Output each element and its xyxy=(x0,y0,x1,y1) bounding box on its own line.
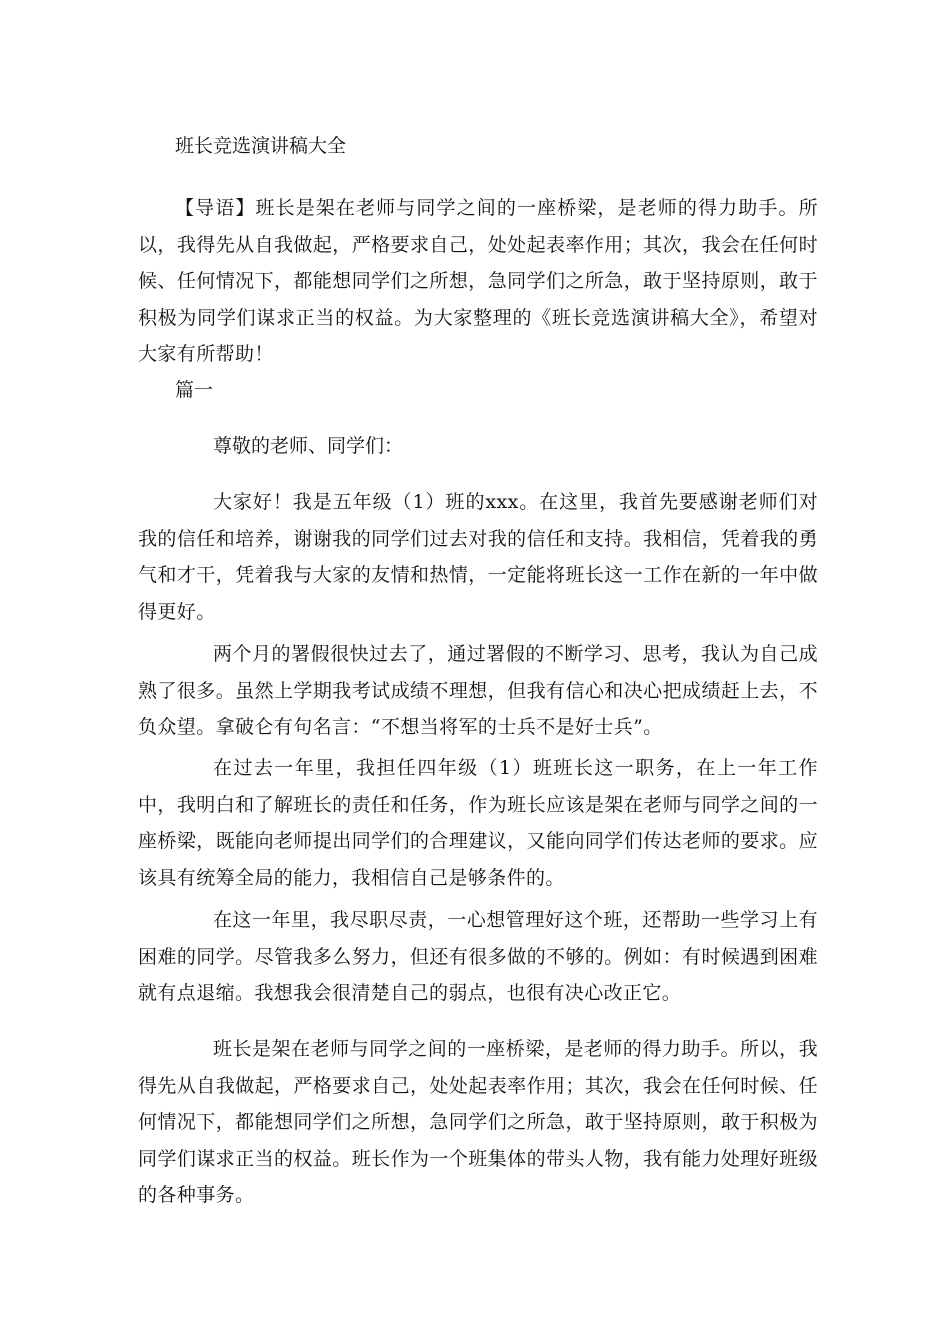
body-paragraph-2: 两个月的署假很快过去了，通过署假的不断学习、思考，我认为自己成熟了很多。虽然上学期我考试成绩不理想，但我有信心和决心把成绩赶上去，不负众望。拿破仑有句名言：“不想当将军的士兵不是好士兵”。 xyxy=(138,643,818,738)
body-paragraph-3: 在过去一年里，我担任四年级（1）班班长这一职务，在上一年工作中，我明白和了解班长的责任和任务，作为班长应该是架在老师与同学之间的一座桥梁，既能向老师提出同学们的合理建议，又能向同学们传达老师的要求。应该具有统筹全局的能力，我相信自己是够条件的。 xyxy=(138,757,818,889)
body-paragraph-4: 在这一年里，我尽职尽责，一心想管理好这个班，还帮助一些学习上有困难的同学。尽管我多么努力，但还有很多做的不够的。例如：有时候遇到困难就有点退缩。我想我会很清楚自己的弱点，也很有决心改正它。 xyxy=(138,909,818,1004)
section-heading: 篇一 xyxy=(175,379,214,401)
document-title: 班长竞选演讲稿大全 xyxy=(175,135,347,157)
greeting-line: 尊敬的老师、同学们： xyxy=(213,435,404,457)
intro-paragraph: 【导语】班长是架在老师与同学之间的一座桥梁，是老师的得力助手。所以，我得先从自我做起，严格要求自己，处处起表率作用；其次，我会在任何时候、任何情况下，都能想同学们之所想，急同学们之所急，敢于坚持原则，敢于积极为同学们谋求正当的权益。为大家整理的《班长竞选演讲稿大全》，希望对大家有所帮助！ xyxy=(138,197,818,365)
body-paragraph-5: 班长是架在老师与同学之间的一座桥梁，是老师的得力助手。所以，我得先从自我做起，严格要求自己，处处起表率作用；其次，我会在任何时候、任何情况下，都能想同学们之所想，急同学们之所急，敢于坚持原则，敢于积极为同学们谋求正当的权益。班长作为一个班集体的带头人物，我有能力处理好班级的各种事务。 xyxy=(138,1038,818,1206)
body-paragraph-1: 大家好！我是五年级（1）班的xxx。在这里，我首先要感谢老师们对我的信任和培养，谢谢我的同学们过去对我的信任和支持。我相信，凭着我的勇气和才干，凭着我与大家的友情和热情，一定能将班长这一工作在新的一年中做得更好。 xyxy=(138,491,818,623)
